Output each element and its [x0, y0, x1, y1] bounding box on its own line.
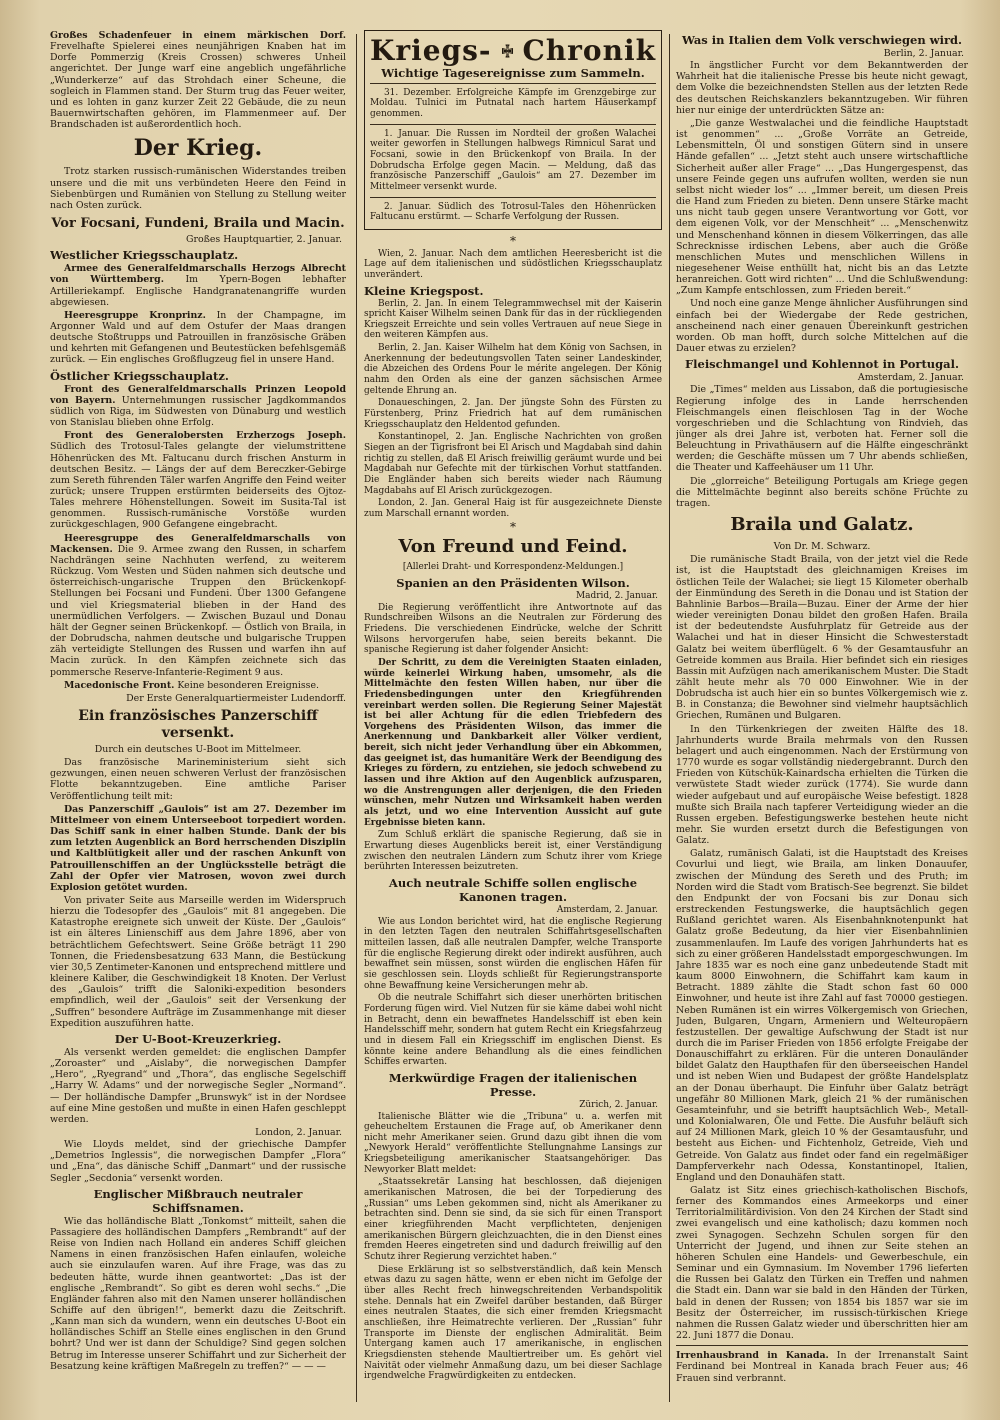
neutral-p2: Ob die neutrale Schiffahrt sich dieser unerhörten britischen Forderung fügen wird. Viel Nutzen für sie käme dabei wohl nicht in Betracht, denn ein bewaffnetes Handelsschiff ist eben kein Handelsschiff mehr, sondern hat gutem Recht ein Kriegsfahrzeug und in diesem Fall ein Kriegsschiff im englischen Dienst. Es könnte keine andere Behandlung als die eines feindlichen Schiffes erwarten. [364, 993, 662, 1068]
west-army-text: Im Ypern-Bogen lebhafter Artilleriekampf. Englische Handgranatenangriffe wurden abgewiesen. [50, 274, 346, 308]
vff-sub: [Allerlei Draht- und Korrespondenz-Meldungen.] [402, 562, 624, 573]
asylum-fire-headline: Irrenhausbrand in Kanada. [676, 1350, 829, 1362]
italy-press-title: Merkwürdige Fragen der italienischen Presse. [388, 1070, 638, 1099]
uboot-p1: Als versenkt werden gemeldet: die englischen Dampfer „Zoroaster“ und „Aislaby“, die norwegischen Dampfer „Hero“, „Ryegrand“ und „Thora“, das englische Segelschiff „Harry W. Adams“ und der norwegische Segler „Normand“. — Der holländische Dampfer „Brunswyk“ ist in der Nordsee auf eine Mine gestoßen und mußte in einen Hafen geschleppt werden. [50, 1046, 346, 1125]
italy-secret-title: Was in Italien dem Volk verschwiegen wird. [681, 33, 963, 47]
panzer-sub: Durch ein deutsches U-Boot im Mittelmeer. [94, 743, 302, 755]
panzer-p1: Das französische Marineministerium sieht sich gezwungen, einen neuen schweren Verlust der französischen Flotte bekanntzugeben. Eine amtliche Pariser Veröffentlichung teilt mit: [50, 757, 346, 802]
column-left [50, 30, 346, 1405]
italy-press-date: Zürich, 2. Januar. [579, 1099, 658, 1110]
kriegs-chronik-title [370, 34, 656, 68]
italy-press-p2: „Staatssekretär Lansing hat beschlossen, daß diejenigen amerikanischen Matrosen, die bei der Torpedierung des „Russian“ ums Leben gekommen sind, nicht als Amerikaner zu betrachten sind. Denn sie sind, da sie sich für einen Transport einer kriegführenden Macht verpflichteten, denjenigen amerikanischen Bürgern gleichzuachten, die in den Dienst eines fremden Heeres eingetreten sind und dadurch freiwillig auf den Schutz ihrer Regierung verzichtet haben.“ [364, 1177, 662, 1263]
kleine-item: Berlin, 2. Jan. Kaiser Wilhelm hat dem König von Sachsen, in Anerkennung der bedeutungsvollen Taten seiner Landeskinder, die Abzeichen des Ordens Pour le mérite angelegen. Der König nahm den Orden als eine der ganzen sächsischen Armee geltende Ehrung an. [364, 343, 662, 396]
krieg-intro: Trotz starken russisch-rumänischen Widerstandes treiben unsere und die mit uns verbündeten Heere den Feind in Siebenbürgen und Rumänien von Stellung zu Stellung weiter nach Osten zurück. [50, 166, 346, 211]
panzer-title: Ein französisches Panzerschiff versenkt. [78, 707, 318, 741]
italy-secret-p1: In ängstlicher Furcht vor dem Bekanntwerden der Wahrheit hat die italienische Presse bis heute nicht gewagt, dem Volke die bezeichnendsten Stellen aus der letzten Rede des deutschen Reichskanzlers bekanntzugeben. Wir führen hier nur einige der unterdrückten Sätze an: [676, 60, 968, 116]
panzer-p2: Das Panzerschiff „Gaulois“ ist am 27. Dezember im Mittelmeer von einem Unterseeboot torpediert worden. Das Schiff sank in einer halben Stunde. Dank der bis zum letzten Augenblick an Bord herrschenden Disziplin und Kaltblütigkeit aller und der raschen Ankunft von Patrouillenschiffen an der Unglücksstelle beträgt die Zahl der Opfer vier Matrosen, wovon zwei durch Explosion getötet wurden. [50, 803, 346, 893]
focsani-title: Vor Focsani, Fundeni, Braila und Macin. [51, 216, 345, 232]
neutral-date: Amsterdam, 2. Januar. [556, 905, 658, 915]
spain-p2: Der Schritt, zu dem die Vereinigten Staaten einladen, würde keinerlei Wirkung haben, umsomehr, als die Mittelmächte den festen Willen haben, nur über die Friedensbedingungen unter den Kriegführenden vereinbart werden sollen. Die Regierung Seiner Majestät ist bei aller Achtung für die edlen Triebfedern des Vorgehens des Präsidenten Wilson, das immer die Anerkennung und Dankbarkeit aller Völker verdient, bereit, sich nicht jeder Verhandlung über ein Abkommen, das geeignet ist, das humanitäre Werk der Beendigung des Krieges zu fördern, zu entziehen, sie jedoch schwebend zu lassen und ihre Aktion auf den Augenblick aufzusparen, wo die Anstrengungen aller derjenigen, die den Frieden wünschen, mehr Nutzen und Wirksamkeit haben werden als jetzt, und wo eine Intervention Aussicht auf gute Ergebnisse bieten kann. [364, 657, 662, 828]
east-title: Östlicher Kriegsschauplatz. [50, 368, 229, 383]
portugal-p2: Die „glorreiche“ Beteiligung Portugals am Kriege gegen die Mittelmächte beginnt also bereits schöne Früchte zu tragen. [676, 475, 968, 509]
portugal-p1: Die „Times“ melden aus Lissabon, daß die portugiesische Regierung infolge des in Lande herrschenden Fleischmangels einen fleischlosen Tag in der Woche vorgeschrieben und die Schlachtung von Rindvieh, das jünger als drei Jahre ist, verboten hat. Ferner soll die Beleuchtung in Privathäusern auf die Hälfte eingeschränkt werden; die Geschäfte müssen um 7 Uhr abends schließen, die Theater und Kaffeehäuser um 11 Uhr. [676, 384, 968, 474]
column-rule [669, 34, 670, 1402]
uboot-title: Der U-Boot-Kreuzerkrieg. [114, 1031, 282, 1046]
spain-title: Spanien an den Präsidenten Wilson. [396, 575, 630, 590]
kc-subtitle: Wichtige Tagesereignisse zum Sammeln. [381, 66, 645, 80]
kleine-title: Kleine Kriegspost. [364, 283, 484, 298]
panzer-p3: Von privater Seite aus Marseille werden im Widerspruch hierzu die Todesopfer des „Gaulois“ mit 81 angegeben. Die Katastrophe ereignete sich unweit der Küste. Der „Gaulois“ ist ein älteres Linienschiff aus dem Jahre 1896, aber von beträchtlichem Gefechtswert. Seine Größe beträgt 11 290 Tonnen, die Friedensbesatzung 633 Mann, die Bestückung vier 30,5 Zentimeter-Kanonen und entsprechend mittlere und kleinere Kaliber, die Geschwindigkeit 18 Knoten. Der Verlust des „Gaulois“ trifft die Saloniki-expedition besonders empfindlich, weil der „Gaulois“ seit der Versenkung der „Suffren“ besondere Aufträge im Zusammenhange mit dieser Expedition auszuführen hatte. [50, 895, 346, 1029]
braila-author: Von Dr. M. Schwarz. [773, 541, 871, 553]
east-mackensen: Heeresgruppe des Generalfeldmarschalls von Mackensen. [50, 532, 346, 555]
kleine-item: Konstantinopel, 2. Jan. Englische Nachrichten von großen Siegen an der Tigrisfront bei El Arisch und Magdabah sind dahin richtig zu stellen, daß El Arisch freiwillig geräumt wurde und bei Magdabah nur Gefechte mit der türkischen Vorhut stattfanden. Die Engländer haben sich bereits wieder nach Räumung Magdabahs auf El Arisch zurückgezogen. [364, 432, 662, 496]
uboot-date: London, 2. Januar. [255, 1126, 342, 1138]
east-leopold: Front des Generalfeldmarschalls Prinzen Leopold von Bayern. [50, 383, 346, 406]
west-title: Westlicher Kriegsschauplatz. [50, 248, 239, 263]
kriegs-chronik-box [364, 30, 662, 230]
fire-text: Frevelhafte Spielerei eines neunjährigen Knaben hat im Dorfe Pommerzig (Kreis Crossen) schweres Unheil angerichtet. Der Junge warf eine angeblich ungefährliche „Wunderkerze“ auf das Strohdach einer Scheune, die sogleich in Flammen stand. Der Sturm trug das Feuer weiter, und es lohten in ganz kurzer Zeit 22 Gebäude, die zu neun Bauernwirtschaften gehören, im Flammenmeer auf. Der Brandschaden ist außerordentlich hoch. [50, 41, 346, 131]
braila-p2: In den Türkenkriegen der zweiten Hälfte des 18. Jahrhunderts wurde Braila mehrmals von den Russen belagert und auch eingenommen. Nach der Erstürmung von 1770 wurde es sogar vollständig niedergebrannt. Durch den Frieden von Kütschük-Kainardscha erhielten die Türken die verwüstete Stadt wieder zurück (1774). Sie wurde dann wieder aufgebaut und auf europäische Weise befestigt. 1828 mußte sich Braila nach tapferer Verteidigung wieder an die Russen ergeben. Befestigungswerke bestehen heute nicht mehr. Sie wurden ersetzt durch die Befestigungen von Galatz. [676, 723, 968, 847]
kc-p1: 31. Dezember. Erfolgreiche Kämpfe im Grenzgebirge zur Moldau. Tulnici im Putnatal nach hartem Häuserkampf genommen. [370, 87, 656, 119]
divider [370, 83, 656, 84]
ludendorff-sign: Der Erste Generalquartiermeister Ludendorff. [126, 692, 346, 704]
east-mackensen-text: Die 9. Armee zwang den Russen, in scharfem Nachdrängen seine Nachhuten werfend, zu weiterem Rückzug. Vom Westen und Süden nahmen sich deutsche und österreichisch-ungarische Truppen den Brückenkopf-Stellungen bei Focsani und Fundeni. Über 1300 Gefangene und viel Kriegsmaterial blieben in der Hand des unermüdlichen Verfolgers. — Zwischen Buzaul und Donau hält der Gegner seinen Brückenkopf. — Östlich von Braila, in der Dobrudscha, nahmen deutsche und bulgarische Truppen zäh verteidigte Stellungen des Russen und warfen ihn auf Macin zurück. In den Kämpfen zeichnete sich das pommersche Reserve-Infanterie-Regiment 9 aus. [50, 543, 346, 678]
spain-p3: Zum Schluß erklärt die spanische Regierung, daß sie in Erwartung dieses Augenblicks bereit ist, einer Verständigung zwischen den neutralen Ländern zum Schutz ihrer vom Kriege berührten Interessen beizutreten. [364, 830, 662, 873]
spain-p1: Die Regierung veröffentlicht ihre Antwortnote auf das Rundschreiben Wilsons an die Neutralen zur Förderung des Friedens. Die verschiedenen Eindrücke, welche der Schritt Wilsons hervorgerufen habe, seien bereits bekannt. Die spanische Regierung ist daher folgender Ansicht: [364, 602, 662, 656]
west-crown-text: In der Champagne, im Argonner Wald und auf dem Ostufer der Maas drangen deutsche Stoßtrupps und Patrouillen in französische Gräben und kehrten mit Gefangenen und Beutestücken befehlsgemäß zurück. — Ein englisches Großflugzeug fiel in unsere Hand. [50, 309, 346, 366]
divider [370, 124, 656, 125]
column-rule [356, 34, 357, 1402]
neutral-title: Auch neutrale Schiffe sollen englische Kanonen tragen. [388, 876, 638, 904]
misuse-p1: Wie das holländische Blatt „Tonkomst“ mitteilt, sahen die Passagiere des holländischen Dampfers „Rembrandt“ auf der Reise von Indien nach Holland ein anderes Schiff gleichen Namens in einen französischen Hafen einlaufen, woleiche auch sie einzulaufen waren. Auf ihre Frage, was das zu bedeuten hätte, wurde ihnen geantwortet: „Das ist der englische „Rembrandt“. So gibt es deren wohl sechs.“ „Die Engländer fahren also mit den Namen unserer holländischen Schiffe auf den übrigen!“, bemerkt dazu die Zeitschrift. „Kann man sich da wundern, wenn ein deutsches U-Boot ein holländisches Schiff an Stelle eines englischen in den Grund bohrt? Und wer ist dann der Schuldige? Sind gegen solchen Betrug im Interesse unserer Schiffahrt und zur Sicherheit der Besatzung keine kräftigen Maßregeln zu treffen?“ — — — [50, 1215, 346, 1372]
misuse-title: Englischer Mißbrauch neutraler Schiffsnamen. [93, 1186, 303, 1215]
maced-front: Macedonische Front. [64, 679, 175, 691]
kc-title-left: Kriegs- [370, 34, 492, 67]
maced-text: Keine besonderen Ereignisse. [177, 679, 319, 691]
braila-p3: Galatz, rumänisch Galati, ist die Hauptstadt des Kreises Covurlui und liegt, wie Braila, am linken Donauufer, zwischen der Mündung des Sereth und des Pruth; im Norden wird die Stadt vom Bratisch-See begrenzt. Sie bildet den Endpunkt der von Focsani bis zur Donau sich erstreckenden Festungswerke, die hauptsächlich gegen Rußland gerichtet waren. Als Eisenbahnknotenpunkt hat Galatz große Bedeutung, da hier vier Eisenbahnlinien zusammenlaufen. Im Laufe des vorigen Jahrhunderts hat es sich zu einer größeren Handelsstadt emporgeschwungen. Im Jahre 1835 war es noch eine ganz unbedeutende Stadt mit kaum 8000 Einwohnern, die Schiffahrt kam kaum in Betracht. 1889 zählte die Stadt schon fast 60 000 Einwohner, und heute ist ihre Zahl auf fast 70000 gestiegen. Neben Rumänen ist ein wirres Völkergemisch von Griechen, Juden, Bulgaren, Ungarn, Armeniern und Welteuropäern festzustellen. Der gewaltige Aufschwung der Stadt ist nur durch die im Pariser Frieden von 1856 erfolgte Freigabe der Donauschiffahrt zu erklären. Für die unteren Donauländer bildet Galatz den Haupthafen für den überseeischen Handel und ist neben Wien und Budapest der größte Handelsplatz an der Donau überhaupt. Die Einfuhr über Galatz beträgt ungefähr 80 Millionen Mark, gleich 21 % der rumänischen Gesamteinfuhr, und sie betrifft hauptsächlich Web-, Metall- und Kolonialwaren, Öle und Fette. Die Ausfuhr beläuft sich auf 24 Millionen Mark, gleich 10 % der Gesamtausfuhr, und besteht aus Eichen- und Fichtenholz, Getreide, Vieh und Getreide. Von Galatz aus findet oder fand ein regelmäßiger Dampferverkehr nach Odessa, Konstantinopel, Italien, England und den Donauhäfen statt. [676, 848, 968, 1183]
east-leopold-text: Unternehmungen russischer Jagdkommandos südlich von Riga, im Südwesten von Dünaburg und westlich von Stanislau blieben ohne Erfolg. [50, 394, 346, 429]
braila-p1: Die rumänische Stadt Braila, von der jetzt viel die Rede ist, ist die Hauptstadt des gleichnamigen Kreises im östlichen Teile der Walachei; sie liegt 15 Kilometer oberhalb der Einmündung des Sereth in die Donau und ist Station der Bahnlinie Barbos—Braila—Buzau. Einer der Arme der hier wieder vereinigten Donau bildet den großen Hafen. Braila ist der bedeutendste Ausfuhrplatz für Getreide aus der Walachei und hat in dieser Hinsicht die Schwesterstadt Galatz bei weitem überflügelt. 6 % der Gesamtausfuhr an Getreide kommen aus Braila. Hier befindet sich ein riesiges Bassin mit Aufzügen nach amerikanischem Muster. Die Stadt zählt heute mehr als 70 000 Einwohner. Wie in der Dobrudscha ist auch hier ein so buntes Völkergemisch wie z. B. in Constanza; die Bewohner sind vielmehr hauptsächlich Griechen, Rumänen und Bulgaren. [676, 554, 968, 722]
spain-date: Madrid, 2. Januar. [576, 590, 658, 601]
braila-p4: Galatz ist Sitz eines griechisch-katholischen Bischofs, ferner des Kommandos eines Armeekorps und einer Territorialmilitärdivision. Von den 24 Kirchen der Stadt sind zwei evangelisch und eine katholisch; dazu kommen noch zwei Synagogen. Sechzehn Schulen sorgen für den Unterricht der Jugend, und ihnen zur Seite stehen an höheren Schulen eine Handels- und Gewerbeschule, ein Seminar und ein Gymnasium. Im November 1796 lieferten die Russen bei Galatz den Türken ein Treffen und nahmen die Stadt ein. Dann war sie bald in den Händen der Türken, bald in denen der Russen; von 1854 bis 1857 war sie im Besitz der Österreicher, im russisch-türkischen Kriege nahmen die Russen Galatz wieder und überschritten hier am 22. Juni 1877 die Donau. [676, 1185, 968, 1342]
italy-press-p3: Diese Erklärung ist so selbstverständlich, daß kein Mensch etwas dazu zu sagen hätte, wenn er eben nicht im Gefolge der über alles Recht frech hinwegschreitenden Verbandspolitik stehe. Dennals hat ein Zweifel darüber bestanden, daß Bürger eines neutralen Staates, die sich einer fremden Kriegsmacht anschließen, ihre Heimatrechte verlieren. Der „Russian“ fuhr Transporte im Dienste der englischen Admiralität. Beim Untergang kamen auch 17 amerikanische, in englischen Kriegsdiensten stehende Maultiertreiber um. Es gehört viel Naivität oder vielmehr Anmaßung dazu, um bei dieser Sachlage irgendwelche Fragwürdigkeiten zu entdecken. [364, 1264, 662, 1382]
portugal-title: Fleischmangel und Kohlennot in Portugal. [684, 357, 960, 372]
kc-p2: 1. Januar. Die Russen im Nordteil der großen Walachei weiter geworfen in Stellungen halbwegs Rimnicul Sarat und Focsani, sowie in den Brückenkopf von Braila. In der Dobrudscha Erfolge gegen Macin. — Meldung, daß das französische Panzerschiff „Gaulois“ am 27. Dezember im Mittelmeer versenkt wurde. [370, 128, 656, 192]
italy-press-p1: Italienische Blätter wie die „Tribuna“ u. a. werfen mit geheucheltem Erstaunen die Frage auf, ob Amerikaner denn nicht mehr Amerikaner seien. Grund dazu gibt ihnen die vom „Newyork Herald“ veröffentlichte Stellungnahme Lansings zur Kriegsbeteiligung amerikanischer Staatsangehöriger. Das Newyorker Blatt meldet: [364, 1111, 662, 1175]
west-crown: Heeresgruppe Kronprinz. [64, 309, 206, 321]
column-middle [364, 30, 662, 1405]
asylum-fire-text: In der Irrenanstalt Saint Ferdinand bei Montreal in Kanada brach Feuer aus; 46 Frauen sind verbrannt. [676, 1350, 968, 1384]
wien-report: Wien, 2. Januar. Nach dem amtlichen Heeresbericht ist die Lage auf dem italienischen und südöstlichen Kriegsschauplatz unverändert. [364, 248, 662, 280]
kc-p3: 2. Januar. Südlich des Totrosul-Tales den Höhenrücken Faltucanu erstürmt. — Scharfe Verfolgung der Russen. [370, 201, 656, 223]
east-joseph: Front des Generalobersten Erzherzogs Joseph. [64, 430, 346, 442]
italy-secret-p3: Und noch eine ganze Menge ähnlicher Ausführungen sind einfach bei der Wiedergabe der Rede gestrichen, anscheinend nach einer genauen Übereinkunft gestrichen worden. Ob man hofft, durch solche Mittelchen auf die Dauer etwas zu erzielen? [676, 298, 968, 355]
kc-title-right: Chronik [522, 34, 656, 67]
kleine-item: London, 2. Jan. General Haig ist für ausgezeichnete Dienste zum Marschall ernannt worden. [364, 498, 662, 519]
separator-star: * [510, 519, 516, 534]
divider [370, 197, 656, 198]
braila-title: Braila und Galatz. [730, 514, 914, 536]
uboot-p2: Wie Lloyds meldet, sind der griechische Dampfer „Demetrios Inglessis“, die norwegischen Dampfer „Flora“ und „Ena“, das dänische Schiff „Danmart“ und der russische Segler „Secdonia“ versenkt worden. [50, 1139, 346, 1184]
portugal-date: Amsterdam, 2. Januar. [857, 372, 964, 384]
krieg-title: Der Krieg. [133, 135, 263, 162]
separator-star: * [510, 233, 516, 248]
divider [676, 1345, 968, 1346]
kleine-item: Berlin, 2. Jan. In einem Telegrammwechsel mit der Kaiserin spricht Kaiser Wilhelm seinen Dank für das in der rückliegenden Kriegszeit Erreichte und sein volles Vertrauen auf neue Siege in den weiteren Kämpfen aus. [364, 298, 662, 341]
hq-dateline: Großes Hauptquartier, 2. Januar. [186, 234, 342, 246]
italy-secret-p2: „Die ganze Westwalachei und die feindliche Hauptstadt ist genommen“ ... „Große Vorräte an Getreide, Lebensmitteln, Öl und sonstigen Gütern sind in unsere Hände gefallen“ ... „Jetzt steht auch unsere wirtschaftliche Sicherheit außer aller Frage“ ... „Das Hungergespenst, das unsere Feinde gegen uns aufrufen wollten, werden sie nun selbst nicht wieder los“ ... „Immer bereit, um diesen Preis die Hand zum Frieden zu bieten. Denn unsere Stärke macht uns nicht taub gegen unsere Verantwortung vor Gott, vor dem eigenen Volk, vor der Menschheit“ ... „Menschenwitz und Menschenhand können in diesem Völkerringen, das alle Schrecknisse irdischen Lebens, aber auch die Größe menschlichen Mutes und menschlichen Willens in niegesehener Weise enthüllt hat, nicht bis an das Letzte heranreichen. Gott wird richten“ ... Und die Schlußwendung: „Zum Kampfe entschlossen, zum Frieden bereit.“ [676, 117, 968, 297]
column-right [676, 30, 968, 1405]
iron-cross-icon [500, 36, 515, 66]
vff-title: Von Freund und Feind. [398, 536, 628, 558]
neutral-p1: Wie aus London berichtet wird, hat die englische Regierung in den letzten Tagen den neutralen Schiffahrtsgesellschaften mitteilen lassen, daß alle neutralen Dampfer, welche Transporte für die englische Regierung direkt oder indirekt ausführen, auch bewaffnet sein müssen, sonst würden die englischen Häfen für sie geschlossen sein. Lloyds schließt für Regierungstransporte ohne Bewaffnung keine Versicherungen mehr ab. [364, 916, 662, 991]
fire-headline: Großes Schadenfeuer in einem märkischen Dorf. [50, 30, 346, 41]
west-army: Armee des Generalfeldmarschalls Herzogs Albrecht von Württemberg. [50, 263, 346, 286]
kleine-item: Donaueschingen, 2. Jan. Der jüngste Sohn des Fürsten zu Fürstenberg, Prinz Friedrich hat auf dem rumänischen Kriegsschauplatz den Heldentod gefunden. [364, 398, 662, 430]
east-joseph-text: Südlich des Trotosul-Tales gelangte der vielumstrittene Höhenrücken des Mt. Faltucanu durch frischen Ansturm in deutschen Besitz. — Längs der auf dem Bereczker-Gebirge zum Sereth führenden Täler warfen Angriffe den Feind weiter zurück; unsere Truppen erstürmten beiderseits des Ojtoz-Tales mehrere Höhenstellungen. Soweit im Susita-Tal ist genommen. Russisch-rumänische Vorstöße wurden zurückgeschlagen, 900 Gefangene eingebracht. [50, 441, 346, 531]
italy-secret-date: Berlin, 2. Januar. [883, 48, 964, 59]
